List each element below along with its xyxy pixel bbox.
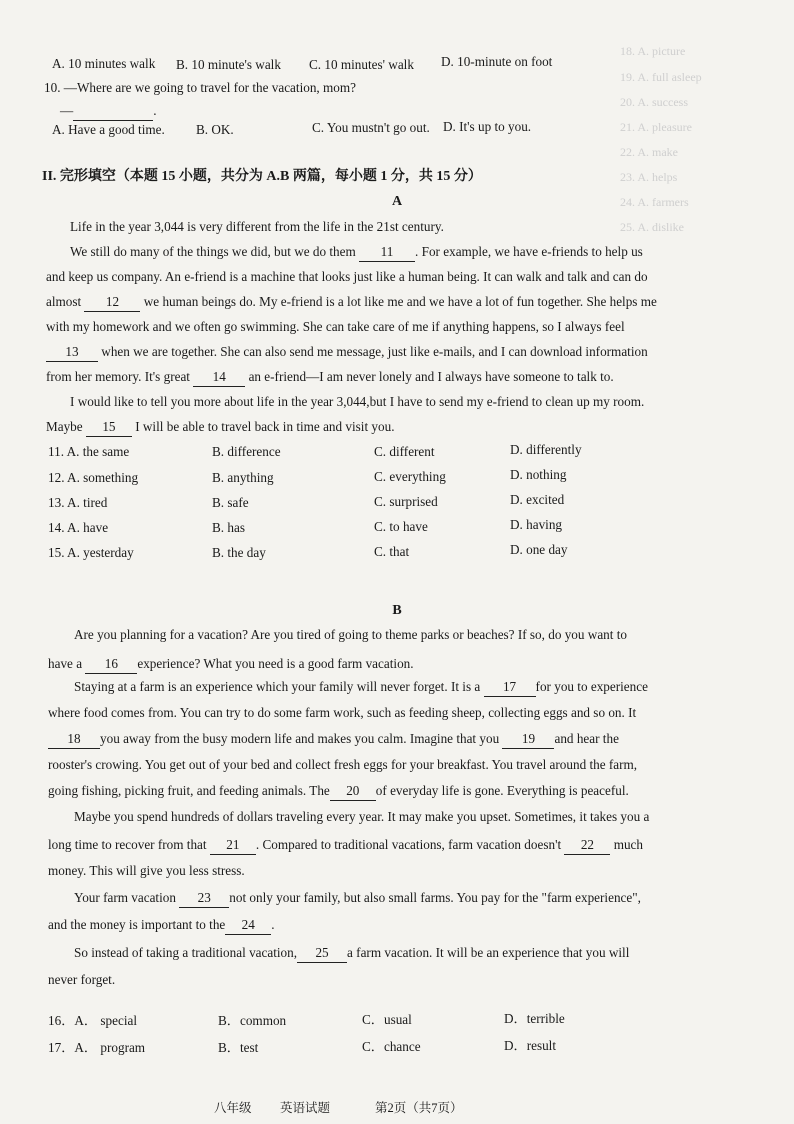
q10-option-d: D. It's up to you. [443, 119, 532, 134]
blank-11: 11 [359, 243, 415, 262]
option-row-17: 17．A． program [48, 1040, 146, 1055]
bleed-through-text: 22. A. make [620, 145, 678, 159]
option-13-c: C. surprised [374, 494, 438, 509]
passage-a-label: A [391, 194, 403, 209]
footer-subject: 英语试题 [280, 1101, 331, 1115]
option-11-c: C. different [374, 444, 435, 459]
blank-23: 23 [179, 889, 229, 908]
option-15-c: C. that [374, 544, 410, 559]
blank-14: 14 [193, 368, 245, 387]
footer-grade: 八年级 [214, 1101, 252, 1115]
passage-a-line: with my homework and we often go swimming. She can take care of me if anything happens, so I always feel [46, 319, 625, 334]
option-11-b: B. difference [212, 444, 281, 459]
option-17-d: D．result [504, 1038, 557, 1053]
option-row-11: 11. A. the same [48, 444, 130, 459]
blank-21: 21 [210, 836, 256, 855]
q9-option-c: C. 10 minutes' walk [309, 57, 414, 72]
passage-b-line: Are you planning for a vacation? Are you tired of going to theme parks or beaches? If so, do you want to [74, 627, 627, 642]
footer-page-number: 第2页（共7页） [375, 1101, 463, 1115]
q9-option-d: D. 10-minute on foot [441, 54, 553, 69]
bleed-through-text: 18. A. picture [620, 44, 686, 58]
section-title: II. 完形填空（本题 15 小题，共分为 A.B 两篇，每小题 1 分，共 15 分） [42, 169, 482, 184]
option-row-15: 15. A. yesterday [48, 545, 134, 560]
blank-17: 17 [484, 678, 536, 697]
passage-b-line: Staying at a farm is an experience which your family will never forget. It is a 17 for you to experience [74, 678, 648, 697]
passage-b-line: never forget. [48, 972, 116, 987]
q10-option-b: B. OK. [196, 122, 234, 137]
blank-13: 13 [46, 343, 98, 362]
blank-20: 20 [330, 782, 376, 801]
passage-a-line: Life in the year 3,044 is very different from the life in the 21st century. [70, 219, 444, 234]
blank-25: 25 [297, 944, 347, 963]
passage-b-line: rooster's crowing. You get out of your bed and collect fresh eggs for your breakfast. You travel around the farm, [48, 757, 638, 772]
bleed-through-text: 23. A. helps [620, 170, 678, 184]
blank-18: 18 [48, 730, 100, 749]
passage-a-line: We still do many of the things we did, but we do them 11 . For example, we have e-friends to help us [70, 243, 643, 262]
blank-15: 15 [86, 418, 132, 437]
blank-16: 16 [85, 655, 137, 674]
blank-12: 12 [84, 293, 140, 312]
q9-option-a: A. 10 minutes walk [52, 56, 156, 71]
passage-a-line: I would like to tell you more about life in the year 3,044,but I have to send my e-friend to clean up my room. [70, 394, 645, 409]
blank-19: 19 [502, 730, 554, 749]
blank-22: 22 [564, 836, 610, 855]
passage-b-line: long time to recover from that 21 . Compared to traditional vacations, farm vacation doesn't 22 much [48, 836, 643, 855]
passage-b-line: Your farm vacation 23 not only your family, but also small farms. You pay for the "farm experience", [74, 889, 641, 908]
option-17-c: C．chance [362, 1039, 421, 1054]
q10-option-a: A. Have a good time. [52, 122, 165, 137]
passage-b-line: Maybe you spend hundreds of dollars traveling every year. It may make you upset. Sometimes, it takes you a [74, 809, 650, 824]
passage-a-line: from her memory. It's great 14 an e-friend—I am never lonely and I always have someone to talk to. [46, 368, 614, 387]
option-16-b: B．common [218, 1013, 287, 1028]
blank-24: 24 [225, 916, 271, 935]
passage-a-line: almost 12 we human beings do. My e-friend is a lot like me and we have a lot of fun together. She helps me [46, 293, 657, 312]
option-row-13: 13. A. tired [48, 495, 108, 510]
option-14-c: C. to have [374, 519, 428, 534]
passage-b-line: 18 you away from the busy modern life and makes you calm. Imagine that you 19 and hear the [48, 730, 619, 749]
passage-b-line: money. This will give you less stress. [48, 863, 245, 878]
option-15-b: B. the day [212, 545, 266, 560]
passage-a-line: Maybe 15 I will be able to travel back in time and visit you. [46, 418, 395, 437]
passage-b-label: B [392, 603, 402, 618]
bleed-through-text: 25. A. dislike [620, 220, 685, 234]
option-11-d: D. differently [510, 442, 582, 457]
option-12-d: D. nothing [510, 467, 567, 482]
passage-b-line: and the money is important to the 24 . [48, 916, 275, 935]
q10-answer-line: — . [60, 102, 156, 121]
q9-option-b: B. 10 minute's walk [176, 57, 281, 72]
option-row-14: 14. A. have [48, 520, 109, 535]
passage-a-line: and keep us company. An e-friend is a machine that looks just like a human being. It can walk and talk and can do [46, 269, 648, 284]
option-12-c: C. everything [374, 469, 446, 484]
bleed-through-text: 19. A. full asleep [620, 70, 702, 84]
option-13-d: D. excited [510, 492, 565, 507]
passage-b-line: have a 16 experience? What you need is a good farm vacation. [48, 655, 414, 674]
option-15-d: D. one day [510, 542, 568, 557]
passage-b-line: where food comes from. You can try to do some farm work, such as feeding sheep, collecting eggs and so on. It [48, 705, 637, 720]
passage-b-line: So instead of taking a traditional vacation, 25 a farm vacation. It will be an experience that you will [74, 944, 629, 963]
bleed-through-text: 21. A. pleasure [620, 120, 692, 134]
option-13-b: B. safe [212, 495, 249, 510]
option-12-b: B. anything [212, 470, 274, 485]
bleed-through-text: 24. A. farmers [620, 195, 689, 209]
option-16-d: D．terrible [504, 1011, 565, 1026]
option-17-b: B．test [218, 1040, 259, 1055]
option-row-12: 12. A. something [48, 470, 139, 485]
passage-a-line: 13 when we are together. She can also send me message, just like e-mails, and I can download information [46, 343, 648, 362]
q10-stem: 10. —Where are we going to travel for the vacation, mom? [44, 80, 356, 95]
option-14-d: D. having [510, 517, 563, 532]
option-14-b: B. has [212, 520, 245, 535]
q10-option-c: C. You mustn't go out. [312, 120, 430, 135]
bleed-through-text: 20. A. success [620, 95, 688, 109]
option-16-c: C．usual [362, 1012, 412, 1027]
passage-b-line: going fishing, picking fruit, and feeding animals. The 20 of everyday life is gone. Everything is peaceful. [48, 782, 629, 801]
option-row-16: 16．A． special [48, 1013, 138, 1028]
